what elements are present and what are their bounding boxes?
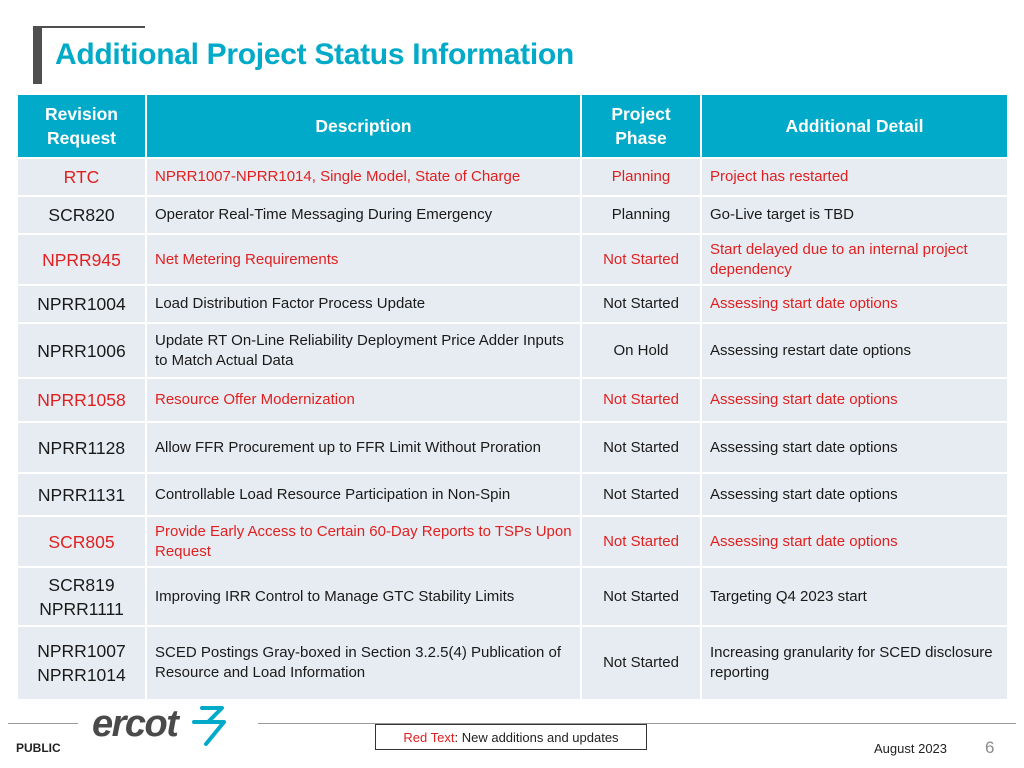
description-cell: Net Metering Requirements	[146, 234, 581, 285]
ercot-logo	[90, 700, 230, 750]
additional-detail-cell: Go-Live target is TBD	[701, 196, 1008, 234]
project-phase-cell: Not Started	[581, 234, 701, 285]
revision-request-cell: SCR820	[17, 196, 146, 234]
additional-detail-cell: Assessing start date options	[701, 516, 1008, 567]
description-cell: Update RT On-Line Reliability Deployment Price Adder Inputs to Match Actual Data	[146, 323, 581, 378]
table-row	[17, 234, 1008, 285]
logo-wordmark: ercot	[92, 703, 178, 745]
revision-request-cell: SCR805	[17, 516, 146, 567]
legend-description: : New additions and updates	[454, 730, 619, 745]
additional-detail-cell: Assessing start date options	[701, 473, 1008, 516]
description-cell: NPRR1007-NPRR1014, Single Model, State of Charge	[146, 158, 581, 196]
additional-detail-cell: Targeting Q4 2023 start	[701, 567, 1008, 626]
page-title: Additional Project Status Information	[55, 38, 574, 71]
project-phase-cell: Not Started	[581, 422, 701, 473]
table-row	[17, 422, 1008, 473]
additional-detail-cell: Assessing start date options	[701, 422, 1008, 473]
table-row	[17, 285, 1008, 323]
description-cell: Controllable Load Resource Participation in Non-Spin	[146, 473, 581, 516]
revision-request-cell: NPRR945	[17, 234, 146, 285]
table-row	[17, 323, 1008, 378]
description-cell: SCED Postings Gray-boxed in Section 3.2.5(4) Publication of Resource and Load Information	[146, 626, 581, 700]
table-row	[17, 567, 1008, 626]
footer-date: August 2023	[874, 741, 948, 756]
additional-detail-cell: Assessing start date options	[701, 285, 1008, 323]
project-phase-cell: Not Started	[581, 626, 701, 700]
table-row	[17, 473, 1008, 516]
footer-divider-left	[8, 723, 78, 724]
project-phase-cell: Not Started	[581, 285, 701, 323]
table-row	[17, 158, 1008, 196]
logo-bolt-icon	[194, 708, 224, 744]
footer-public-label: PUBLIC	[16, 741, 61, 755]
project-phase-cell: Not Started	[581, 473, 701, 516]
description-cell: Load Distribution Factor Process Update	[146, 285, 581, 323]
project-phase-cell: Not Started	[581, 378, 701, 422]
revision-request-cell: SCR819 NPRR1111	[17, 567, 146, 626]
table-row	[17, 196, 1008, 234]
project-phase-cell: Not Started	[581, 516, 701, 567]
legend-box	[375, 724, 647, 750]
header-additional-detail: Additional Detail	[701, 94, 1008, 158]
project-phase-cell: Planning	[581, 196, 701, 234]
additional-detail-cell: Assessing restart date options	[701, 323, 1008, 378]
revision-request-cell: NPRR1128	[17, 422, 146, 473]
description-cell: Allow FFR Procurement up to FFR Limit Without Proration	[146, 422, 581, 473]
header-project-phase: Project Phase	[581, 94, 701, 158]
additional-detail-cell: Start delayed due to an internal project dependency	[701, 234, 1008, 285]
additional-detail-cell: Increasing granularity for SCED disclosure reporting	[701, 626, 1008, 700]
project-phase-cell: Not Started	[581, 567, 701, 626]
revision-request-cell: NPRR1131	[17, 473, 146, 516]
description-cell: Provide Early Access to Certain 60-Day Reports to TSPs Upon Request	[146, 516, 581, 567]
revision-request-cell: NPRR1004	[17, 285, 146, 323]
project-phase-cell: Planning	[581, 158, 701, 196]
revision-request-cell: RTC	[17, 158, 146, 196]
table-row	[17, 626, 1008, 700]
project-phase-cell: On Hold	[581, 323, 701, 378]
header-description: Description	[146, 94, 581, 158]
project-status-table	[16, 93, 1009, 701]
title-accent-bar	[33, 26, 42, 84]
header-revision-request: Revision Request	[17, 94, 146, 158]
description-cell: Improving IRR Control to Manage GTC Stability Limits	[146, 567, 581, 626]
additional-detail-cell: Assessing start date options	[701, 378, 1008, 422]
description-cell: Operator Real-Time Messaging During Emergency	[146, 196, 581, 234]
table-row	[17, 378, 1008, 422]
legend-red-text: Red Text	[403, 730, 455, 745]
revision-request-cell: NPRR1007 NPRR1014	[17, 626, 146, 700]
page-number: 6	[985, 738, 995, 757]
additional-detail-cell: Project has restarted	[701, 158, 1008, 196]
table-row	[17, 516, 1008, 567]
table-header-row	[17, 94, 1008, 158]
title-accent-line	[33, 26, 145, 28]
revision-request-cell: NPRR1058	[17, 378, 146, 422]
description-cell: Resource Offer Modernization	[146, 378, 581, 422]
revision-request-cell: NPRR1006	[17, 323, 146, 378]
